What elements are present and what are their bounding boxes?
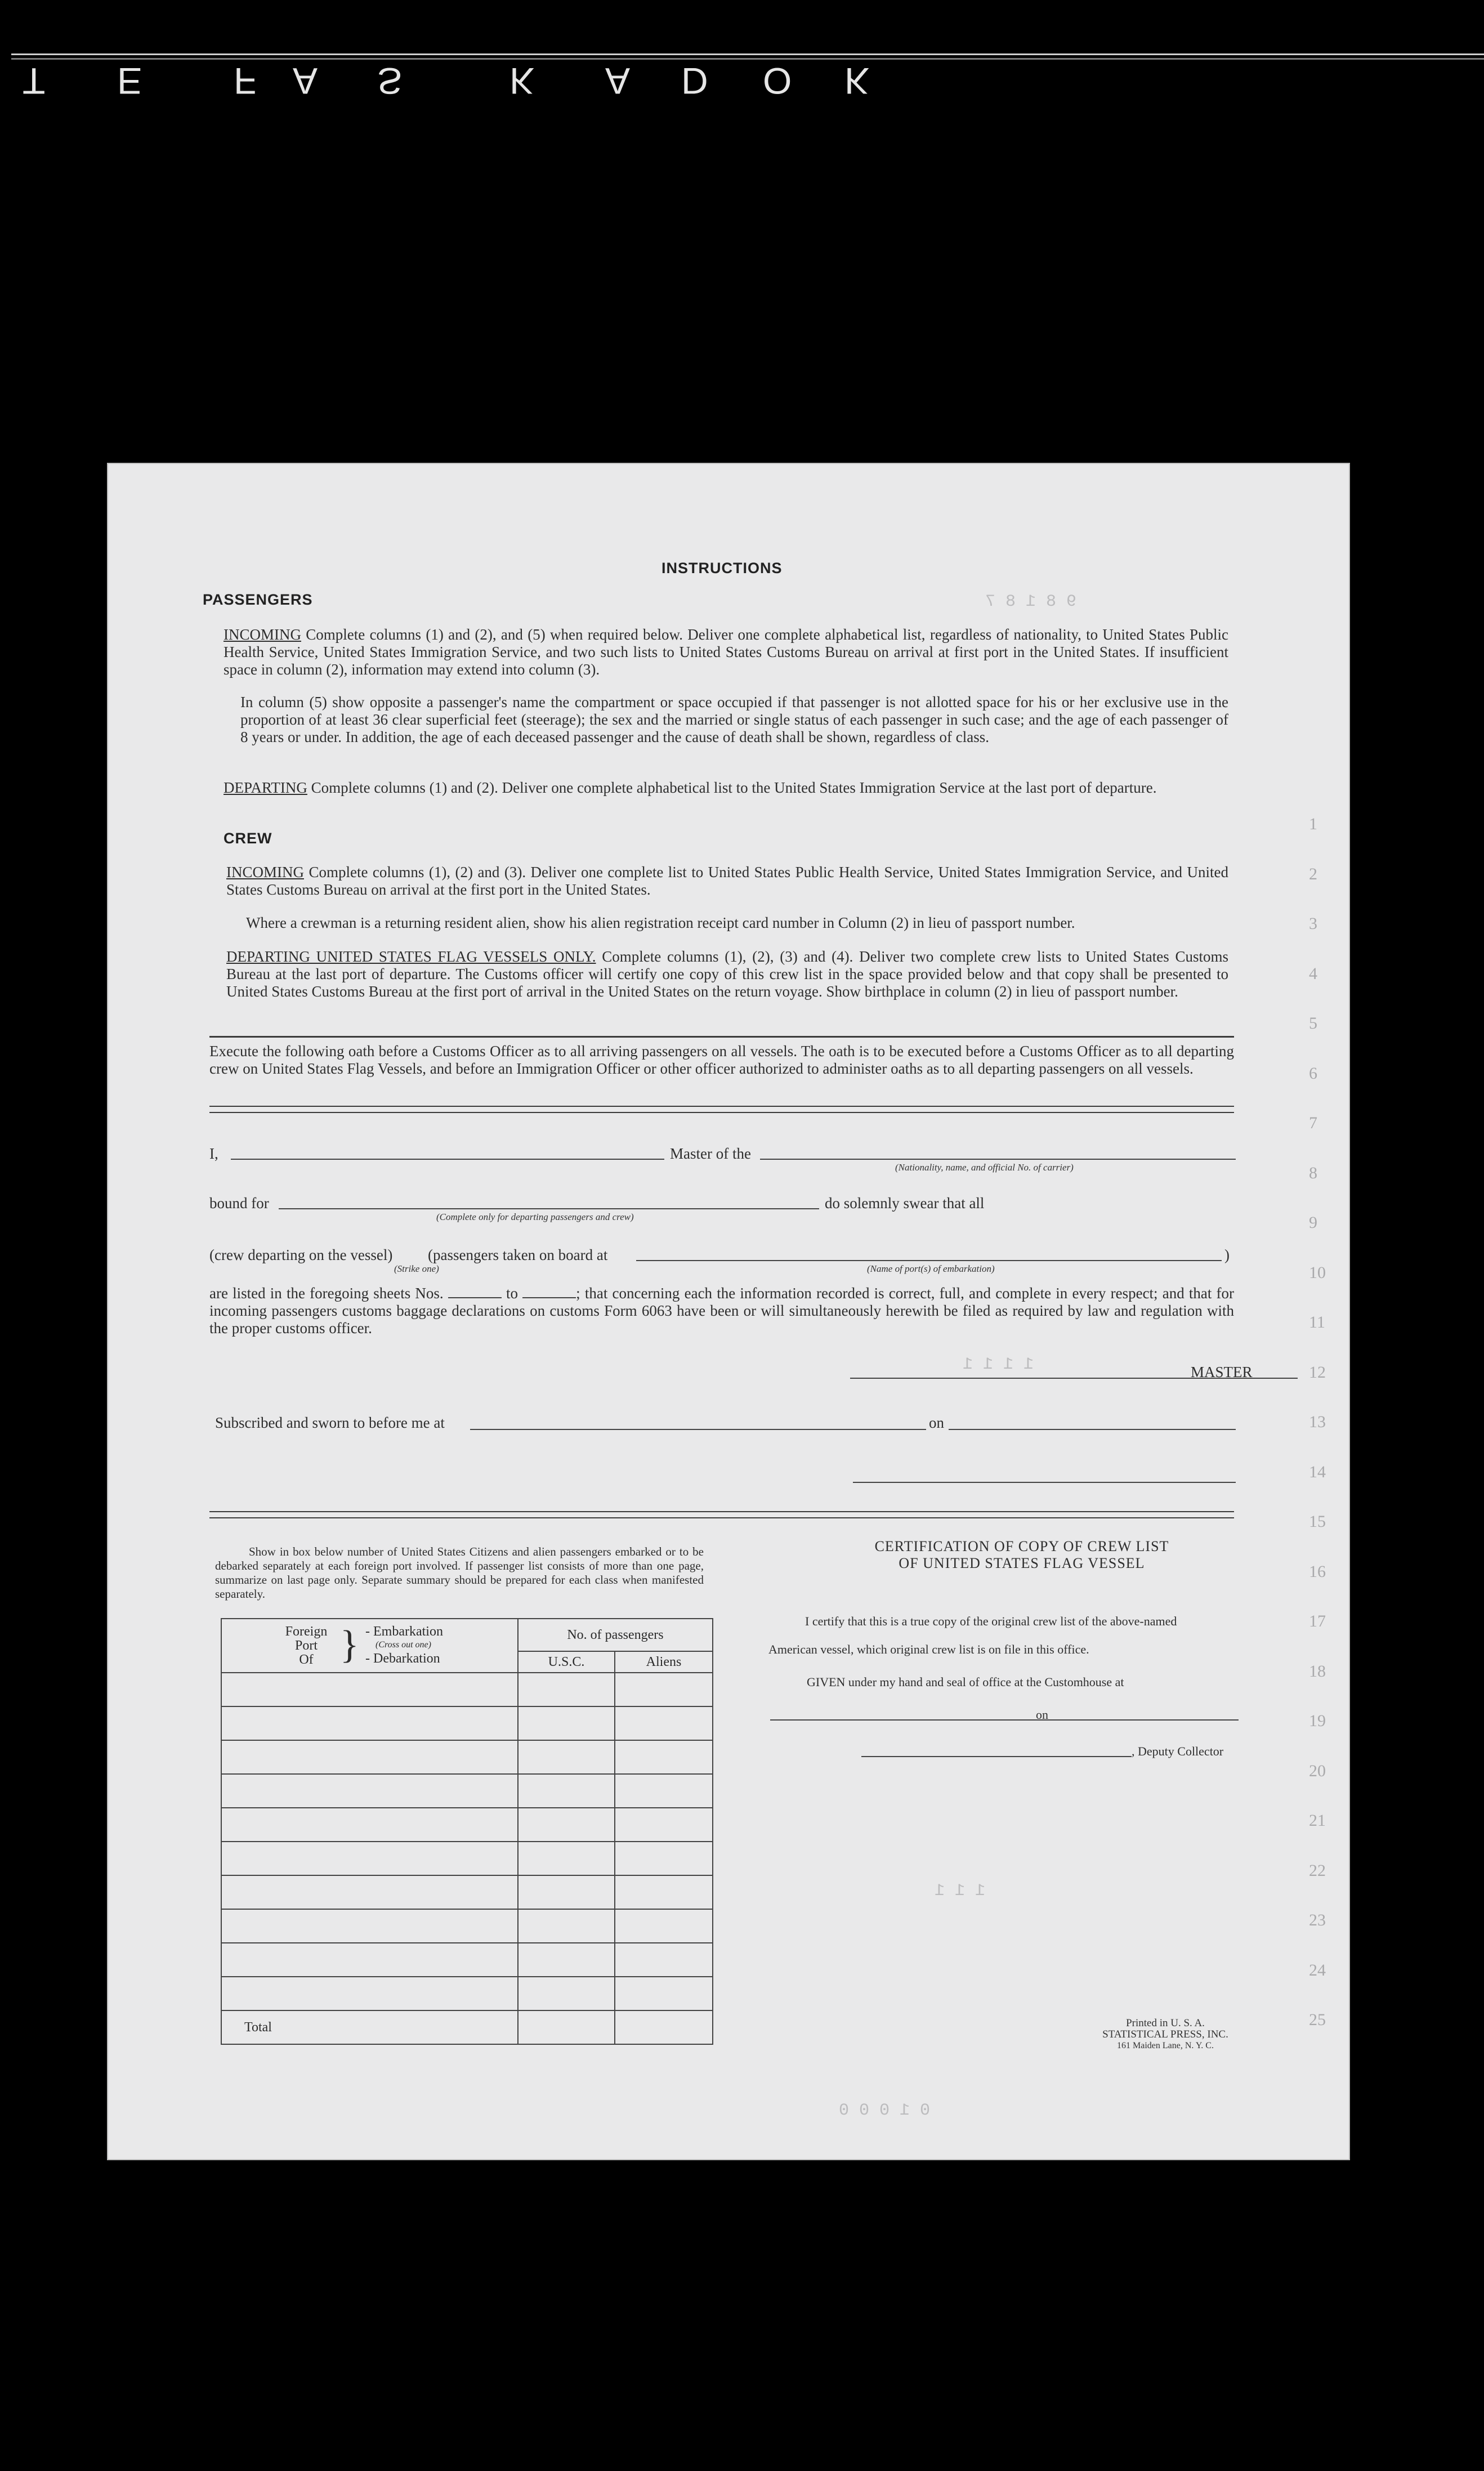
aliens-cell[interactable]: [615, 1909, 713, 1943]
officer-signature-line[interactable]: [853, 1482, 1236, 1483]
film-edge-letter: S: [377, 60, 403, 102]
bleed-through-mark: 9 8 1 8 7: [985, 592, 1077, 611]
port-cell[interactable]: [221, 1808, 518, 1842]
total-aliens-cell[interactable]: [615, 2010, 713, 2044]
aliens-cell[interactable]: [615, 1842, 713, 1875]
margin-number: 11: [1309, 1313, 1325, 1331]
margin-number: 17: [1309, 1612, 1326, 1630]
table-row: [221, 1842, 713, 1875]
aliens-header: Aliens: [615, 1651, 713, 1673]
usc-cell[interactable]: [518, 1977, 615, 2010]
double-divider: [209, 1106, 1234, 1113]
margin-number: 16: [1309, 1562, 1326, 1581]
film-edge-letter: K: [844, 60, 870, 102]
certification-text-1: I certify that this is a true copy of the original crew list of the above-named: [805, 1614, 1177, 1628]
swear-label: do solemnly swear that all: [825, 1195, 985, 1212]
sheet-from-line[interactable]: [448, 1297, 502, 1298]
usc-cell[interactable]: [518, 1875, 615, 1909]
port-cell[interactable]: [221, 1977, 518, 2010]
table-row: [221, 1943, 713, 1977]
brace-icon: }: [340, 1623, 359, 1666]
deputy-collector-label: , Deputy Collector: [1132, 1744, 1224, 1758]
divider: [209, 1036, 1234, 1038]
double-divider: [209, 1511, 1234, 1518]
usc-cell[interactable]: [518, 1943, 615, 1977]
film-edge-letter: D: [681, 60, 708, 102]
bound-for-line[interactable]: [279, 1208, 819, 1209]
printer-line-3: 161 Maiden Lane, N. Y. C.: [1117, 2041, 1214, 2050]
usc-header: U.S.C.: [518, 1651, 615, 1673]
crew-departing-paragraph: [226, 948, 1228, 1000]
listed-text-b: ; that concerning each the information recorded is correct, full, and complete in every respect; and that for incoming passengers customs baggage declarations on customs Form 6063 have been or will simultaneously herewith be filed as required by law and regulation with the proper customs officer.: [209, 1285, 1235, 1337]
table-row: [221, 1706, 713, 1740]
aliens-cell[interactable]: [615, 1706, 713, 1740]
usc-cell[interactable]: [518, 1808, 615, 1842]
margin-number: 1: [1309, 815, 1317, 833]
sheet-to-line[interactable]: [522, 1297, 576, 1298]
subscribed-place-line[interactable]: [470, 1429, 926, 1430]
embark-debark-labels: [365, 1625, 443, 1665]
embarkation-ports-line[interactable]: [636, 1260, 1222, 1261]
bleed-through-mark: 0 1 0 0 0: [839, 2101, 931, 2120]
table-row: [221, 1977, 713, 2010]
table-row: [221, 1740, 713, 1774]
passenger-summary-table: [221, 1618, 713, 2045]
aliens-cell[interactable]: [615, 1875, 713, 1909]
usc-cell[interactable]: [518, 1909, 615, 1943]
margin-number: 23: [1309, 1911, 1326, 1929]
oath-close-paren: ): [1224, 1246, 1230, 1263]
bleed-through-mark: 1 1 1 1: [963, 1355, 1034, 1374]
film-edge-letter: K: [509, 60, 535, 102]
total-label: Total: [221, 2010, 518, 2044]
usc-cell[interactable]: [518, 1706, 615, 1740]
margin-number: 5: [1309, 1014, 1317, 1033]
passengers-departing-label: DEPARTING: [224, 779, 307, 796]
certification-title-1: CERTIFICATION OF COPY OF CREW LIST: [874, 1538, 1169, 1554]
deputy-signature-line[interactable]: [861, 1756, 1132, 1757]
subscribed-label: Subscribed and sworn to before me at: [215, 1414, 445, 1431]
aliens-cell[interactable]: [615, 1977, 713, 2010]
port-cell[interactable]: [221, 1909, 518, 1943]
port-cell[interactable]: [221, 1706, 518, 1740]
oath-i-label: I,: [209, 1145, 218, 1162]
passengers-taken-option: (passengers taken on board at: [428, 1246, 608, 1263]
aliens-cell[interactable]: [615, 1673, 713, 1706]
port-cell[interactable]: [221, 1875, 518, 1909]
passengers-heading: PASSENGERS: [203, 591, 313, 608]
bleed-through-mark: 1 1 1: [935, 1882, 986, 1901]
passengers-departing-paragraph: [224, 779, 1228, 797]
listed-text-a: are listed in the foregoing sheets Nos.: [209, 1285, 444, 1302]
listed-to: to: [506, 1285, 518, 1302]
film-edge-letter: E: [117, 60, 142, 102]
bound-for-label: bound for: [209, 1195, 269, 1212]
port-cell[interactable]: [221, 1673, 518, 1706]
listed-paragraph: [209, 1285, 1234, 1337]
certification-on: on: [1036, 1708, 1048, 1722]
debarkation-label: - Debarkation: [365, 1651, 440, 1666]
no-of-passengers-header: No. of passengers: [518, 1619, 713, 1651]
nationality-caption: (Nationality, name, and official No. of carrier): [895, 1162, 1074, 1173]
film-edge-letter: O: [763, 60, 792, 102]
foreign-port-label: Foreign Port Of: [285, 1624, 328, 1667]
crew-departing-option: (crew departing on the vessel): [209, 1246, 393, 1263]
usc-cell[interactable]: [518, 1842, 615, 1875]
table-row: [221, 1673, 713, 1706]
certification-title-2: OF UNITED STATES FLAG VESSEL: [899, 1555, 1145, 1571]
aliens-cell[interactable]: [615, 1740, 713, 1774]
crew-incoming-label: INCOMING: [226, 864, 304, 881]
margin-number: 14: [1309, 1462, 1326, 1481]
certification-date-line[interactable]: [1053, 1719, 1239, 1721]
column5-paragraph: In column (5) show opposite a passenger's name the compartment or space occupied if that passenger is not allotted space for his or her exclusive use in the proportion of at least 36 clear superficial feet (steerage); the sex and the married or single status of each passenger in such case; and the age of each passenger of 8 years or under. In addition, the age of each deceased passenger and the cause of death shall be shown, regardless of class.: [240, 694, 1228, 745]
ports-caption: (Name of port(s) of embarkation): [867, 1263, 995, 1274]
total-usc-cell[interactable]: [518, 2010, 615, 2044]
margin-number: 24: [1309, 1960, 1326, 1980]
oath-intro: Execute the following oath before a Customs Officer as to all arriving passengers on all vessels. The oath is to be executed before a Customs Officer as to all departing crew on United States Flag Vessels, and before an Immigration Officer or other officer authorized to administer oaths as to all departing passengers on all vessels.: [209, 1043, 1234, 1077]
film-edge-letter: F: [234, 60, 257, 102]
printer-line-1: Printed in U. S. A.: [1126, 2017, 1205, 2029]
port-header-cell: [221, 1619, 518, 1673]
passengers-incoming-label: INCOMING: [224, 626, 301, 643]
margin-number: 22: [1309, 1861, 1326, 1880]
film-edge: [0, 0, 1484, 113]
crew-departing-label: DEPARTING UNITED STATES FLAG VESSELS ONLY.: [226, 948, 596, 965]
usc-cell[interactable]: [518, 1740, 615, 1774]
bound-caption: (Complete only for departing passengers and crew): [436, 1212, 634, 1222]
master-label: MASTER: [1191, 1364, 1253, 1380]
film-edge-letter: A: [293, 60, 318, 102]
usc-cell[interactable]: [518, 1673, 615, 1706]
margin-number: 4: [1309, 964, 1317, 983]
printer-line-2: STATISTICAL PRESS, INC.: [1102, 2028, 1228, 2040]
resident-alien-paragraph: Where a crewman is a returning resident alien, show his alien registration receipt card number in Column (2) in lieu of passport number.: [246, 914, 1075, 931]
table-row: [221, 1774, 713, 1808]
aliens-cell[interactable]: [615, 1943, 713, 1977]
margin-number: 20: [1309, 1761, 1326, 1780]
margin-number: 9: [1309, 1213, 1317, 1232]
aliens-cell[interactable]: [615, 1808, 713, 1842]
margin-number: 21: [1309, 1811, 1326, 1830]
passengers-departing-text: Complete columns (1) and (2). Deliver one complete alphabetical list to the United States Immigration Service at the last port of departure.: [311, 779, 1157, 796]
port-cell[interactable]: [221, 1740, 518, 1774]
crew-heading: CREW: [224, 830, 272, 847]
margin-number: 7: [1309, 1114, 1317, 1132]
margin-number: 13: [1309, 1413, 1326, 1431]
summary-note: Show in box below number of United States Citizens and alien passengers embarked or to be debarked separately at each foreign port involved. If passenger list consists of more than one page, summarize on last page only. Separate summary should be prepared for each class when manifested separately.: [215, 1545, 704, 1601]
crew-incoming-text: Complete columns (1), (2) and (3). Deliver one complete list to United States Public Health Service, United States Immigration Service, and United States Customs Bureau on arrival at the first port in the United States.: [226, 864, 1228, 898]
margin-number: 15: [1309, 1512, 1326, 1531]
subscribed-date-line[interactable]: [949, 1429, 1236, 1430]
table-row: [221, 1909, 713, 1943]
certification-given: GIVEN under my hand and seal of office at the Customhouse at: [807, 1675, 1124, 1689]
usc-cell[interactable]: [518, 1774, 615, 1808]
film-edge-letter: A: [605, 60, 631, 102]
crew-incoming-paragraph: [226, 864, 1228, 899]
table-row: [221, 1875, 713, 1909]
page-title: INSTRUCTIONS: [661, 560, 783, 577]
margin-number: 3: [1309, 914, 1317, 933]
passengers-incoming-text: Complete columns (1) and (2), and (5) when required below. Deliver one complete alphabetical list, regardless of nationality, to United States Public Health Service, United States Immigration Service, and two such lists to United States Customs Bureau on arrival at first port in the United States. If insufficient space in column (2), information may extend into column (3).: [224, 626, 1228, 678]
strike-one-caption: (Strike one): [394, 1263, 439, 1274]
summary-rows: [221, 1673, 713, 2010]
form-page: [107, 463, 1350, 2160]
margin-number: 6: [1309, 1064, 1317, 1083]
margin-number: 25: [1309, 2010, 1326, 2029]
embarkation-label: - Embarkation: [365, 1624, 443, 1639]
margin-number: 12: [1309, 1362, 1326, 1382]
margin-number: 19: [1309, 1712, 1326, 1730]
margin-number: 18: [1309, 1661, 1326, 1681]
cross-out-label: (Cross out one): [376, 1640, 431, 1650]
port-cell[interactable]: [221, 1943, 518, 1977]
printer-imprint: [1087, 2018, 1244, 2052]
certification-text-2: American vessel, which original crew list is on file in this office.: [768, 1642, 1089, 1656]
master-of-the-label: Master of the: [670, 1145, 751, 1162]
aliens-cell[interactable]: [615, 1774, 713, 1808]
crew-departing-text: Complete columns (1), (2), (3) and (4). Deliver two complete crew lists to United States Customs Bureau at the last port of departure. The Customs officer will certify one copy of this crew list in the space provided below and that copy shall be presented to United States Customs Bureau at the first port of arrival in the United States on the return voyage. Show birthplace in column (2) in lieu of passport number.: [226, 948, 1228, 1000]
table-row: [221, 1808, 713, 1842]
film-edge-letter: T: [23, 60, 46, 102]
passengers-incoming-paragraph: [224, 626, 1228, 678]
margin-number: 10: [1309, 1263, 1326, 1282]
port-cell[interactable]: [221, 1842, 518, 1875]
master-name-line[interactable]: [231, 1159, 664, 1160]
film-edge-print: [0, 52, 901, 102]
margin-number: 8: [1309, 1163, 1317, 1182]
margin-number: 2: [1309, 864, 1317, 883]
subscribed-on-label: on: [929, 1414, 944, 1431]
vessel-name-line[interactable]: [760, 1159, 1236, 1160]
port-cell[interactable]: [221, 1774, 518, 1808]
